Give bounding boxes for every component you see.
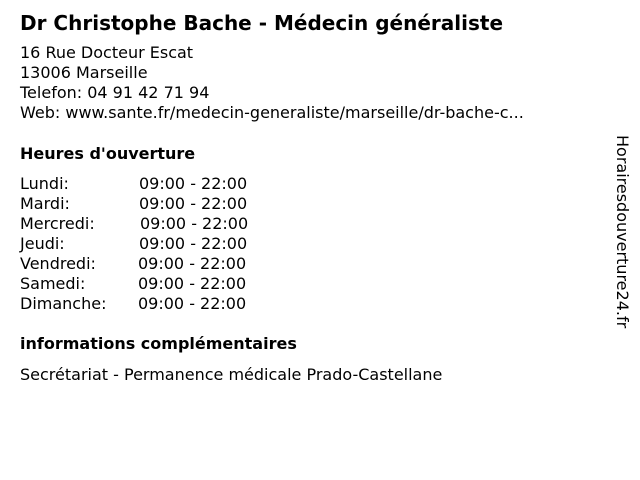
- hours-row: [20, 174, 248, 194]
- hours-day: Samedi:: [20, 274, 86, 293]
- page-title: Dr Christophe Bache - Médecin généraliste: [20, 11, 504, 35]
- hours-time: 09:00 - 22:00: [140, 214, 249, 233]
- hours-time: 09:00 - 22:00: [138, 294, 247, 313]
- hours-day: Mardi:: [20, 194, 70, 213]
- address-block: [20, 43, 524, 123]
- hours-row: [20, 294, 248, 314]
- hours-list: [20, 174, 248, 314]
- hours-heading: Heures d'ouverture: [20, 144, 196, 163]
- website-link[interactable]: Web: www.sante.fr/medecin-generaliste/marseille/dr-bache-c...: [20, 103, 524, 122]
- hours-day: Dimanche:: [20, 294, 107, 313]
- street-address: 16 Rue Docteur Escat: [20, 43, 194, 62]
- hours-day: Jeudi:: [20, 234, 65, 253]
- hours-day: Mercredi:: [20, 214, 95, 233]
- hours-row: [20, 214, 248, 234]
- hours-time: 09:00 - 22:00: [138, 254, 247, 273]
- hours-row: [20, 274, 248, 294]
- city-address: 13006 Marseille: [20, 63, 148, 82]
- hours-row: [20, 254, 248, 274]
- hours-time: 09:00 - 22:00: [139, 194, 248, 213]
- info-heading: informations complémentaires: [20, 334, 297, 353]
- hours-time: 09:00 - 22:00: [139, 234, 248, 253]
- hours-day: Lundi:: [20, 174, 69, 193]
- phone-number: Telefon: 04 91 42 71 94: [20, 83, 210, 102]
- hours-row: [20, 194, 248, 214]
- hours-day: Vendredi:: [20, 254, 96, 273]
- hours-row: [20, 234, 248, 254]
- hours-time: 09:00 - 22:00: [139, 174, 248, 193]
- info-text: Secrétariat - Permanence médicale Prado-Castellane: [20, 365, 443, 384]
- hours-time: 09:00 - 22:00: [138, 274, 247, 293]
- site-watermark: Horairesdouverture24.fr: [613, 135, 632, 329]
